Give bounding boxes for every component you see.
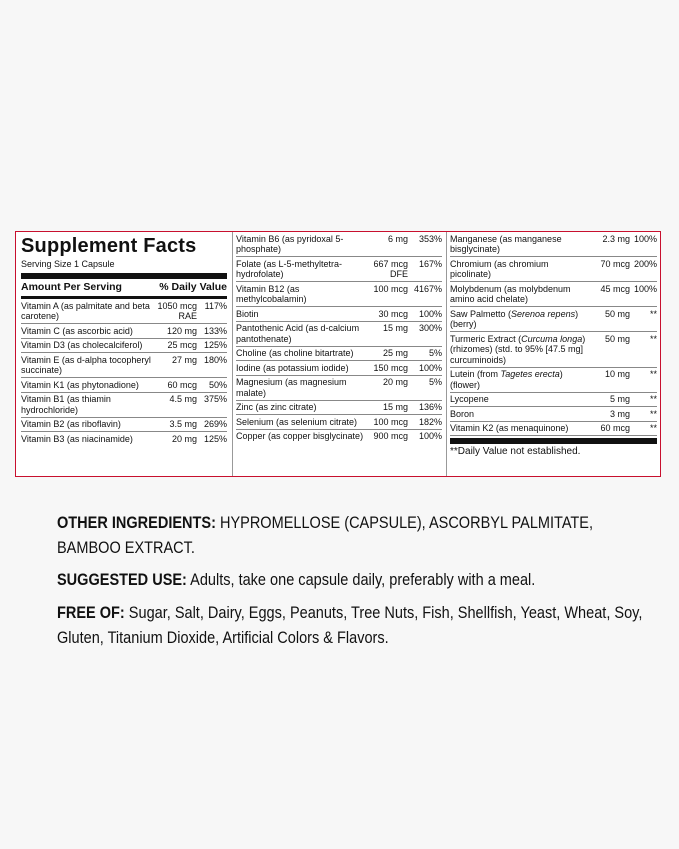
nutrient-amount-value: 20 mg [382, 377, 408, 387]
nutrient-daily-value: 5% [428, 377, 442, 387]
nutrient-amount [367, 402, 411, 413]
nutrient-amount [367, 348, 411, 359]
nutrient-amount [367, 259, 411, 280]
nutrient-amount-value: 70 mcg [600, 258, 630, 269]
nutrient-amount-value: 50 mg [604, 308, 630, 319]
botanical-name: Serenoa repens [511, 308, 576, 319]
nutrient-amount [154, 326, 200, 337]
nutrient-name: Vitamin B1 (as thiamin hydrochloride) [21, 394, 111, 415]
nutrient-name: Selenium (as selenium citrate) [236, 416, 358, 427]
nutrient-daily-value: 4167% [413, 283, 442, 294]
nutrient-name: Lutein (from Tagetes erecta) (flower) [450, 369, 563, 390]
header-amount: Amount Per Serving [21, 281, 122, 293]
nutrient-row [450, 368, 657, 393]
nutrient-row [236, 376, 442, 401]
nutrient-amount-value: 100 mcg [373, 416, 408, 427]
nutrient-amount [587, 334, 633, 345]
nutrient-name: Vitamin B12 (as methylcobalamin) [236, 283, 307, 304]
nutrient-daily-value: 167% [418, 258, 442, 269]
free-of-text: Sugar, Salt, Dairy, Eggs, Peanuts, Tree Nuts, Fish, Shellfish, Yeast, Wheat, Soy, Gluten, Titanium Dioxide, Artificial Colors & Flavors. [57, 604, 643, 647]
facts-column-1 [18, 232, 230, 476]
nutrient-name: Vitamin K2 (as menaquinone) [450, 423, 569, 433]
nutrient-name: Vitamin E (as d-alpha tocopheryl succinate) [21, 354, 151, 375]
nutrient-amount [154, 355, 200, 366]
nutrient-daily-value: 125% [203, 340, 227, 350]
nutrient-row [236, 430, 442, 444]
serving-size: Serving Size 1 Capsule [21, 259, 115, 269]
nutrient-daily-value: 125% [203, 433, 227, 444]
facts-title: Supplement Facts [21, 235, 197, 257]
nutrient-amount [367, 363, 411, 374]
nutrient-amount [587, 259, 633, 270]
nutrient-amount-value: 3 mg [609, 408, 630, 419]
nutrient-name: Copper (as copper bisglycinate) [236, 431, 364, 441]
nutrient-amount [367, 431, 411, 442]
nutrient-amount-value: 25 mg [382, 348, 408, 358]
nutrient-daily-value: 200% [633, 258, 657, 269]
nutrient-name: Choline (as choline bitartrate) [236, 348, 354, 358]
nutrient-row [21, 299, 227, 324]
nutrient-row [21, 393, 227, 418]
nutrient-name: Manganese (as manganese bisglycinate) [450, 233, 562, 254]
nutrient-amount [154, 434, 200, 445]
nutrient-amount-value: 60 mcg [600, 423, 630, 433]
nutrient-amount [587, 234, 633, 245]
nutrient-amount-value: 2.3 mg [602, 233, 630, 244]
other-ingredients-label: OTHER INGREDIENTS: [57, 514, 216, 532]
nutrient-amount-value: 4.5 mg [169, 394, 197, 404]
nutrient-row [236, 347, 442, 362]
other-ingredients [57, 511, 657, 561]
nutrient-row [21, 378, 227, 393]
facts-column-2 [232, 232, 445, 476]
nutrient-amount [587, 309, 633, 320]
nutrient-amount [367, 417, 411, 428]
nutrient-amount-value: 15 mg [382, 402, 408, 412]
nutrient-row [21, 339, 227, 354]
nutrient-amount-value: 900 mcg [373, 431, 408, 441]
nutrient-daily-value: ** [649, 408, 657, 419]
nutrient-row [236, 257, 442, 282]
suggested-use [57, 568, 657, 593]
nutrient-amount [587, 423, 633, 434]
nutrient-row [236, 361, 442, 376]
nutrient-name: Vitamin D3 (as cholecalciferol) [21, 340, 143, 350]
nutrient-daily-value: ** [649, 308, 657, 319]
nutrient-amount-value: 15 mg [382, 323, 408, 333]
nutrient-amount-value: 667 mcg [373, 258, 408, 269]
nutrient-amount [587, 394, 633, 405]
nutrient-daily-value: 133% [203, 325, 227, 336]
nutrient-row [236, 401, 442, 416]
nutrient-daily-value: 100% [633, 233, 657, 244]
nutrient-amount-value: 27 mg [171, 354, 197, 365]
nutrient-amount-value: 150 mcg [373, 362, 408, 373]
nutrient-amount [587, 409, 633, 420]
nutrient-name: Zinc (as zinc citrate) [236, 402, 317, 412]
nutrient-name: Lycopene [450, 394, 489, 404]
nutrient-name: Vitamin K1 (as phytonadione) [21, 379, 139, 390]
nutrient-daily-value: ** [649, 423, 657, 433]
nutrient-amount-value: 25 mcg [167, 340, 197, 350]
nutrient-amount-value: 30 mcg [378, 308, 408, 319]
nutrient-row [450, 307, 657, 332]
nutrient-daily-value: ** [649, 369, 657, 379]
nutrient-name: Saw Palmetto (Serenoa repens) (berry) [450, 308, 579, 329]
nutrient-name: Biotin [236, 308, 259, 319]
nutrient-daily-value: 180% [203, 354, 227, 365]
nutrient-amount-value: 3.5 mg [169, 419, 197, 429]
nutrient-amount-value: 5 mg [609, 394, 630, 404]
nutrient-daily-value: 117% [204, 300, 227, 311]
nutrient-row [450, 407, 657, 422]
nutrient-row [236, 282, 442, 307]
nutrient-amount [154, 394, 200, 405]
nutrient-amount [154, 301, 200, 322]
nutrient-amount-value: 100 mcg [373, 283, 408, 294]
nutrient-amount-value: 50 mg [604, 333, 630, 344]
nutrient-daily-value: ** [649, 394, 657, 404]
nutrient-name: Vitamin B6 (as pyridoxal 5-phosphate) [236, 233, 344, 254]
nutrient-row [236, 307, 442, 322]
nutrient-daily-value: ** [649, 333, 657, 344]
divider-footnote [450, 438, 657, 444]
facts-header [21, 279, 227, 296]
nutrient-amount-value: 45 mcg [600, 283, 630, 294]
nutrient-amount-unit: DFE [390, 269, 408, 279]
nutrient-row [236, 415, 442, 430]
nutrient-daily-value: 100% [418, 362, 442, 373]
nutrient-name: Vitamin C (as ascorbic acid) [21, 325, 133, 336]
nutrient-name: Vitamin A (as palmitate and beta carotene) [21, 300, 150, 321]
nutrient-row [450, 393, 657, 408]
nutrient-daily-value: 353% [418, 233, 442, 244]
nutrient-amount-value: 120 mg [166, 325, 197, 336]
nutrient-amount [154, 419, 200, 430]
nutrient-row [21, 418, 227, 433]
nutrient-name: Boron [450, 408, 475, 419]
nutrient-daily-value: 375% [203, 394, 227, 404]
nutrient-name: Iodine (as potassium iodide) [236, 362, 349, 373]
nutrient-row [236, 322, 442, 347]
nutrient-row [21, 324, 227, 339]
botanical-name: Curcuma longa [521, 333, 583, 344]
nutrient-row [450, 257, 657, 282]
nutrient-name: Vitamin B2 (as riboflavin) [21, 419, 121, 429]
nutrient-name: Folate (as L-5-methyltetra-hydrofolate) [236, 258, 343, 279]
nutrient-row [21, 353, 227, 378]
nutrient-amount-unit: RAE [178, 311, 197, 321]
nutrient-name: Molybdenum (as molybdenum amino acid chelate) [450, 283, 571, 304]
nutrient-amount-value: 1050 mcg [157, 300, 197, 311]
nutrient-name: Vitamin B3 (as niacinamide) [21, 433, 133, 444]
nutrient-daily-value: 136% [418, 402, 442, 412]
nutrient-row [21, 432, 227, 446]
nutrient-row [450, 282, 657, 307]
nutrient-amount [367, 309, 411, 320]
nutrient-name: Magnesium (as magnesium malate) [236, 377, 347, 398]
free-of [57, 601, 657, 651]
nutrient-daily-value: 182% [418, 416, 442, 427]
nutrient-amount [154, 380, 200, 391]
facts-column-3 [446, 232, 660, 476]
free-of-label: FREE OF: [57, 604, 125, 622]
nutrient-name: Chromium (as chromium picolinate) [450, 258, 549, 279]
nutrient-amount-value: 6 mg [387, 233, 408, 244]
nutrient-daily-value: 5% [428, 348, 442, 358]
suggested-use-label: SUGGESTED USE: [57, 571, 187, 589]
nutrient-amount-value: 60 mcg [167, 379, 197, 390]
nutrient-amount-value: 20 mg [171, 433, 197, 444]
header-daily-value: % Daily Value [159, 281, 227, 293]
nutrient-name: Turmeric Extract (Curcuma longa) (rhizomes) (std. to 95% [47.5 mg] curcuminoids) [450, 333, 586, 365]
nutrient-daily-value: 100% [633, 283, 657, 294]
nutrient-daily-value: 50% [208, 379, 227, 390]
nutrient-name: Pantothenic Acid (as d-calcium pantothenate) [236, 323, 360, 344]
nutrient-daily-value: 269% [203, 419, 227, 429]
nutrient-row [236, 232, 442, 257]
nutrient-daily-value: 100% [418, 431, 442, 441]
nutrient-row [450, 422, 657, 437]
nutrient-amount [587, 369, 633, 380]
other-ingredients-text: HYPROMELLOSE (CAPSULE), ASCORBYL PALMITATE, BAMBOO EXTRACT. [57, 514, 594, 557]
botanical-name: Tagetes erecta [500, 369, 560, 379]
supplement-facts-panel [15, 231, 661, 477]
nutrient-daily-value: 300% [418, 323, 442, 333]
nutrient-amount [154, 340, 200, 351]
nutrient-amount [367, 323, 411, 334]
nutrient-amount-value: 10 mg [604, 369, 630, 379]
nutrient-daily-value: 100% [418, 308, 442, 319]
suggested-use-text: Adults, take one capsule daily, preferably with a meal. [190, 571, 536, 589]
nutrient-row [450, 232, 657, 257]
nutrient-amount [587, 284, 633, 295]
nutrient-amount [367, 234, 411, 245]
nutrient-row [450, 332, 657, 368]
nutrient-amount [367, 284, 411, 295]
nutrient-amount [367, 377, 411, 388]
footnote: **Daily Value not established. [450, 446, 581, 457]
